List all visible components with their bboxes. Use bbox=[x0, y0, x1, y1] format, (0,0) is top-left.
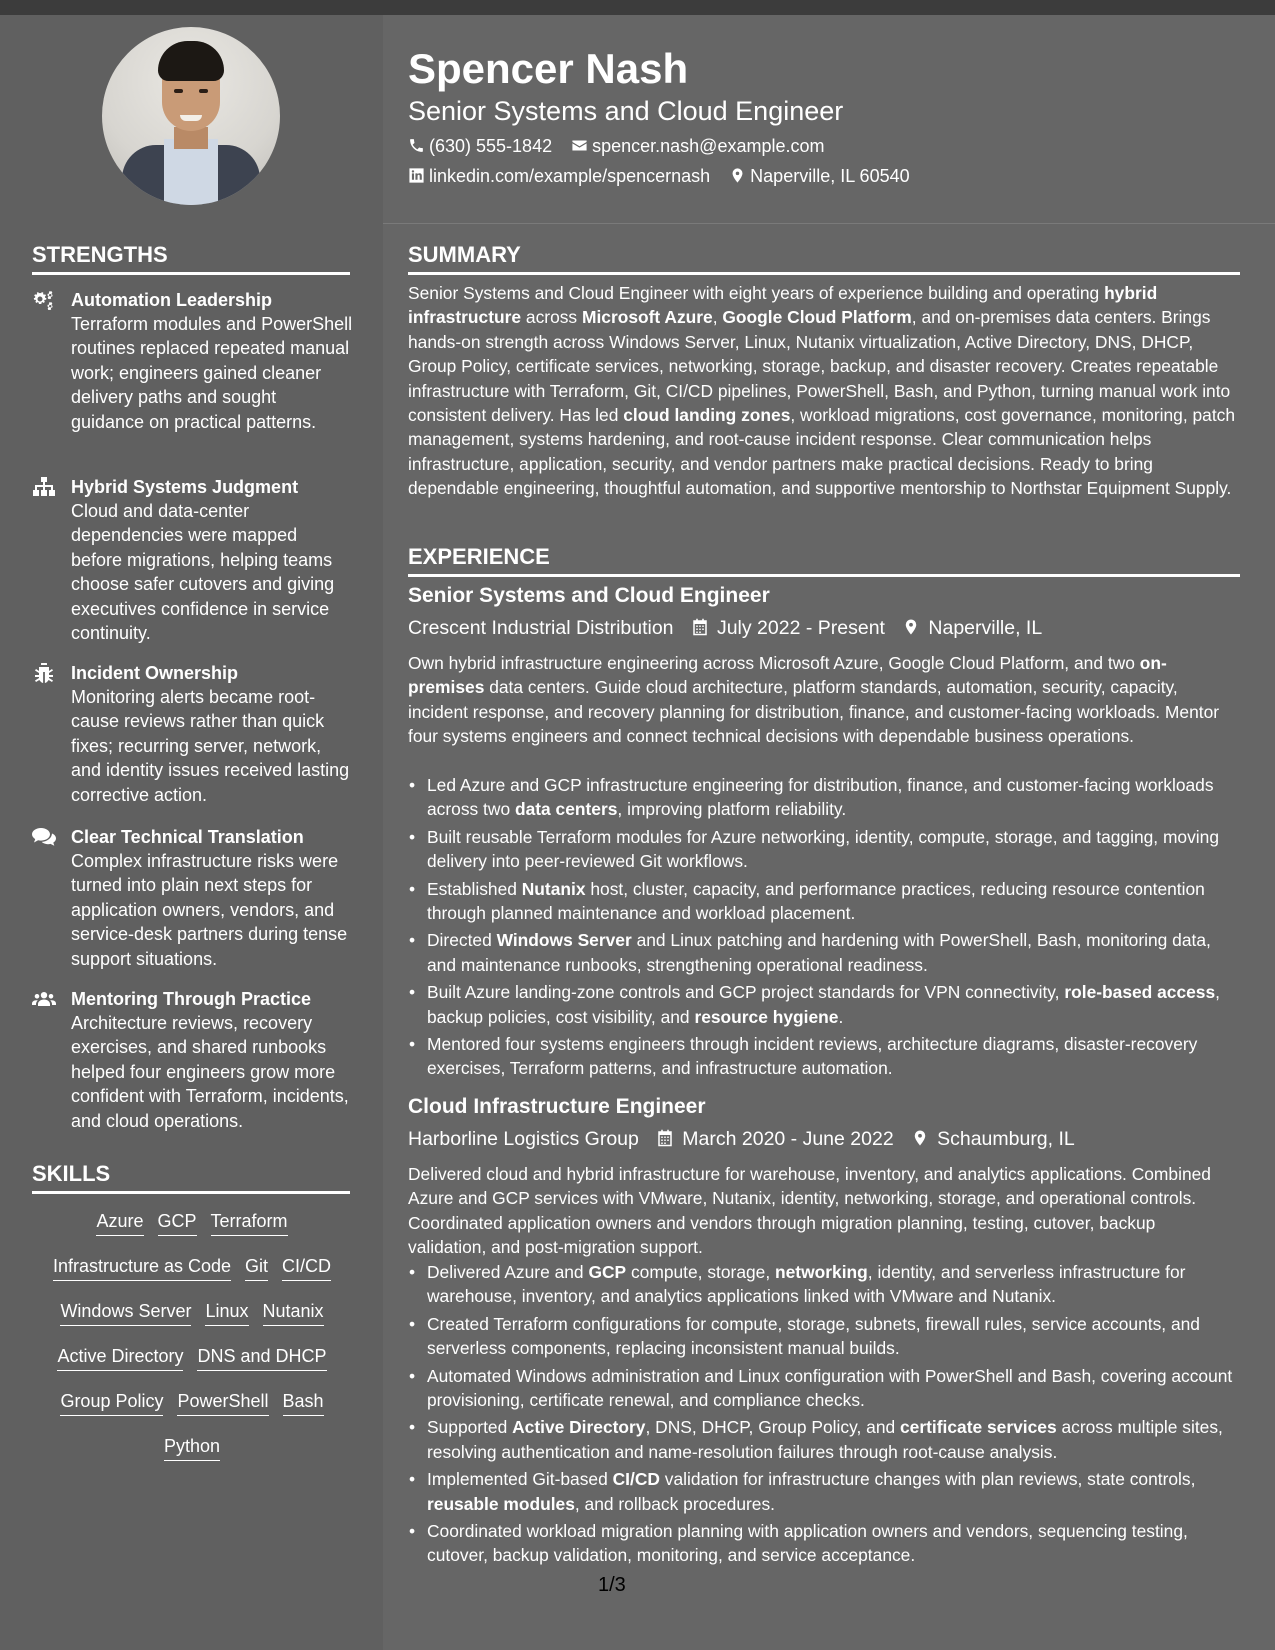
linkedin-icon bbox=[408, 167, 425, 184]
skills-divider bbox=[32, 1191, 350, 1194]
email-text[interactable]: spencer.nash@example.com bbox=[592, 136, 825, 156]
skill-tag: Active Directory bbox=[57, 1344, 183, 1371]
strengths-divider bbox=[32, 272, 350, 275]
map-pin-icon bbox=[729, 167, 746, 184]
location-item bbox=[729, 164, 909, 188]
summary-heading: SUMMARY bbox=[408, 242, 521, 267]
phone-item bbox=[408, 134, 552, 158]
map-pin-icon bbox=[902, 618, 920, 636]
list-item: • Created Terraform configurations for compute, storage, subnets, firewall rules, service accounts, and serverless components, replacing inconsistent manual builds. bbox=[408, 1312, 1238, 1361]
candidate-name: Spencer Nash bbox=[408, 45, 689, 92]
email-item[interactable] bbox=[571, 134, 824, 158]
job-description: Own hybrid infrastructure engineering across Microsoft Azure, Google Cloud Platform, and two on-premises data centers. Guide cloud architecture, platform standards, automation, security, capacity, incident response, and recovery planning for distribution, finance, and customer-facing workloads. Mentor four systems engineers and connect technical decisions with dependable business operations. bbox=[408, 653, 1220, 747]
contact-row-2 bbox=[408, 164, 924, 188]
candidate-role: Senior Systems and Cloud Engineer bbox=[408, 96, 844, 126]
strength-title: Hybrid Systems Judgment bbox=[71, 477, 299, 497]
job-title: Cloud Infrastructure Engineer bbox=[408, 1095, 706, 1118]
job-meta bbox=[408, 615, 1042, 641]
list-item: • Supported Active Directory, DNS, DHCP, Group Policy, and certificate services across multiple sites, resolving authentication and name-resolution failures through root-cause analysis. bbox=[408, 1415, 1238, 1464]
summary-divider bbox=[408, 272, 1240, 275]
calendar-icon bbox=[656, 1129, 674, 1147]
list-item: • Established Nutanix host, cluster, capacity, and performance practices, reducing resource contention through planned maintenance and workload placement. bbox=[408, 877, 1238, 926]
skill-tag: Windows Server bbox=[60, 1299, 191, 1326]
strength-description: Monitoring alerts became root-cause reviews rather than quick fixes; recurring server, network, and identity issues received lasting corrective action. bbox=[71, 687, 350, 805]
comments-icon bbox=[32, 827, 56, 847]
list-item: • Delivered Azure and GCP compute, storage, networking, identity, and serverless infrastructure for warehouse, inventory, and analytics applications linked with VMware and Nutanix. bbox=[408, 1260, 1238, 1309]
strengths-heading: STRENGTHS bbox=[32, 242, 168, 267]
company-name: Harborline Logistics Group bbox=[408, 1128, 639, 1150]
strength-title: Incident Ownership bbox=[71, 663, 239, 683]
list-item: • Mentored four systems engineers through incident reviews, architecture diagrams, disaster-recovery exercises, Terraform patterns, and infrastructure automation. bbox=[408, 1032, 1238, 1081]
skills-row bbox=[24, 1254, 360, 1281]
strength-description: Complex infrastructure risks were turned into plain next steps for application owners, vendors, and service-desk partners during tense support situations. bbox=[71, 851, 348, 969]
skill-tag: Terraform bbox=[211, 1209, 288, 1236]
skill-tag: Azure bbox=[96, 1209, 143, 1236]
company-name: Crescent Industrial Distribution bbox=[408, 617, 674, 639]
location-text: Naperville, IL 60540 bbox=[750, 166, 910, 186]
map-pin-icon bbox=[911, 1129, 929, 1147]
list-item: • Coordinated workload migration planning with application owners and vendors, sequencing testing, cutover, backup validation, monitoring, and service acceptance. bbox=[408, 1519, 1238, 1568]
phone-text: (630) 555-1842 bbox=[429, 136, 553, 156]
list-item: • Implemented Git-based CI/CD validation for infrastructure changes with plan reviews, state controls, reusable modules, and rollback procedures. bbox=[408, 1467, 1238, 1516]
job-description: Delivered cloud and hybrid infrastructure for warehouse, inventory, and analytics applications. Combined Azure and GCP services with VMware, Nutanix, identity, networking, storage, and operational controls. Coordinated application owners and vendors through migration planning, testing, cutover, backup validation, and post-migration support. bbox=[408, 1164, 1211, 1258]
skill-tag: GCP bbox=[158, 1209, 197, 1236]
job-location: Naperville, IL bbox=[928, 617, 1043, 639]
linkedin-item[interactable] bbox=[408, 164, 710, 188]
phone-icon bbox=[408, 137, 425, 154]
linkedin-text[interactable]: linkedin.com/example/spencernash bbox=[429, 166, 711, 186]
list-item: • Automated Windows administration and Linux configuration with PowerShell and Bash, covering account provisioning, certificate renewal, and compliance checks. bbox=[408, 1364, 1238, 1413]
calendar-icon bbox=[691, 618, 709, 636]
job-title: Senior Systems and Cloud Engineer bbox=[408, 584, 770, 607]
skill-tag: Infrastructure as Code bbox=[53, 1254, 231, 1281]
skill-tag: CI/CD bbox=[282, 1254, 331, 1281]
job-bullets bbox=[408, 773, 1238, 1084]
contact-row-1 bbox=[408, 134, 839, 158]
list-item: • Built Azure landing-zone controls and GCP project standards for VPN connectivity, role-based access, backup policies, cost visibility, and resource hygiene. bbox=[408, 980, 1238, 1029]
job-location: Schaumburg, IL bbox=[937, 1128, 1075, 1150]
skills-heading: SKILLS bbox=[32, 1161, 111, 1186]
skill-tag: Python bbox=[164, 1434, 220, 1461]
job-bullets bbox=[408, 1260, 1238, 1571]
strength-title: Automation Leadership bbox=[71, 290, 273, 310]
strength-description: Terraform modules and PowerShell routines replaced repeated manual work; engineers gained cleaner delivery paths and sought guidance on practical patterns. bbox=[71, 314, 353, 432]
summary-text: Senior Systems and Cloud Engineer with eight years of experience building and operating hybrid infrastructure across Microsoft Azure, Google Cloud Platform, and on-premises data centers. Brings hands-on strength across Windows Server, Linux, Nutanix virtualization, Active Directory, DNS, DHCP, Group Policy, certificate services, networking, storage, backup, and disaster recovery. Creates repeatable infrastructure with Terraform, Git, CI/CD pipelines, PowerShell, Bash, and Python, turning manual work into consistent delivery. Has led cloud landing zones, workload migrations, cost governance, monitoring, patch management, systems hardening, and root-cause incident response. Clear communication helps infrastructure, application, security, and vendor partners make practical decisions. Ready to bring dependable engineering, thoughtful automation, and supportive mentorship to Northstar Equipment Supply. bbox=[408, 283, 1236, 499]
skills-row bbox=[24, 1434, 360, 1461]
job-dates: July 2022 - Present bbox=[716, 617, 885, 639]
header-divider bbox=[383, 223, 1275, 224]
strength-title: Clear Technical Translation bbox=[71, 827, 304, 847]
list-item: • Directed Windows Server and Linux patching and hardening with PowerShell, Bash, monitoring data, and maintenance runbooks, strengthening operational readiness. bbox=[408, 928, 1238, 977]
top-bar bbox=[0, 0, 1275, 15]
skills-row bbox=[24, 1344, 360, 1371]
envelope-icon bbox=[571, 137, 588, 154]
users-icon bbox=[32, 989, 56, 1009]
skills-row bbox=[24, 1209, 360, 1236]
strength-description: Cloud and data-center dependencies were mapped before migrations, helping teams choose safer cutovers and giving executives confidence in service continuity. bbox=[71, 501, 335, 644]
strength-description: Architecture reviews, recovery exercises, and shared runbooks helped four engineers grow more confident with Terraform, incidents, and cloud operations. bbox=[71, 1013, 349, 1131]
skill-tag: Bash bbox=[283, 1389, 324, 1416]
skills-row bbox=[24, 1299, 360, 1326]
strength-title: Mentoring Through Practice bbox=[71, 989, 312, 1009]
skill-tag: Nutanix bbox=[263, 1299, 324, 1326]
skill-tag: PowerShell bbox=[177, 1389, 268, 1416]
job-meta bbox=[408, 1126, 1075, 1152]
page-number: 1/3 bbox=[598, 1574, 626, 1596]
experience-heading: EXPERIENCE bbox=[408, 544, 550, 569]
experience-divider bbox=[408, 574, 1240, 577]
avatar bbox=[102, 27, 280, 205]
skill-tag: DNS and DHCP bbox=[197, 1344, 326, 1371]
gears-icon bbox=[32, 290, 56, 310]
list-item: • Built reusable Terraform modules for Azure networking, identity, compute, storage, and tagging, moving delivery into peer-reviewed Git workflows. bbox=[408, 825, 1238, 874]
bug-icon bbox=[32, 663, 56, 683]
list-item: • Led Azure and GCP infrastructure engineering for distribution, finance, and customer-facing workloads across two data centers, improving platform reliability. bbox=[408, 773, 1238, 822]
skill-tag: Linux bbox=[205, 1299, 248, 1326]
skill-tag: Group Policy bbox=[60, 1389, 163, 1416]
skills-row bbox=[24, 1389, 360, 1416]
skill-tag: Git bbox=[245, 1254, 268, 1281]
sitemap-icon bbox=[32, 477, 56, 497]
job-dates: March 2020 - June 2022 bbox=[682, 1128, 894, 1150]
